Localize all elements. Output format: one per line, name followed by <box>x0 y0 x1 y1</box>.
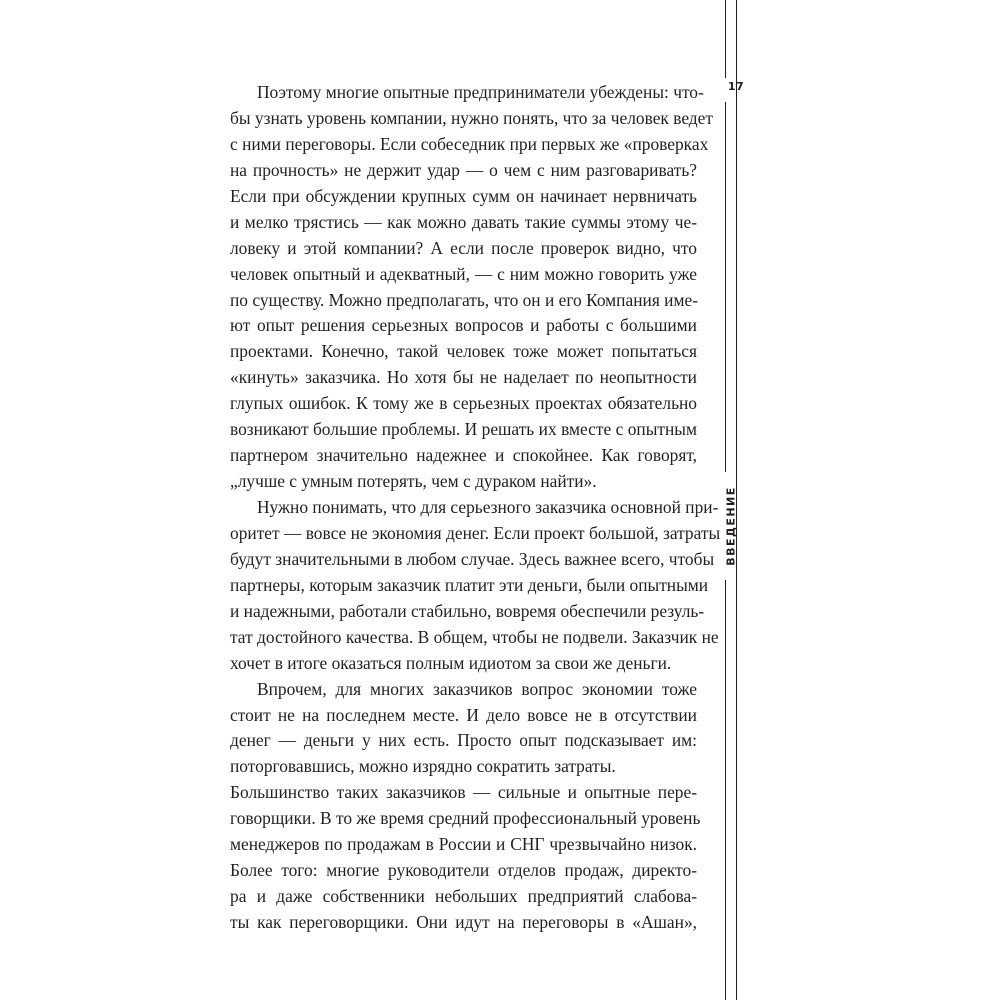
text-line: на прочность» не держит удар — о чем с ним разговаривать? <box>230 159 697 180</box>
text-line: денег — деньги у них есть. Просто опыт подсказывает им: <box>230 730 697 751</box>
text-line: Более того: многие руководители отделов продаж, директо- <box>230 860 697 881</box>
text-line: Нужно понимать, что для серьезного заказчика основной при- <box>257 497 719 517</box>
text-line: Если при обсуждении крупных сумм он начинает нервничать <box>230 185 697 206</box>
text-line: ют опыт решения серьезных вопросов и работы с большими <box>230 315 697 336</box>
text-line: „лучше с умным потерять, чем с дураком найти». <box>230 471 597 492</box>
text-line: с ними переговоры. Если собеседник при первых же «проверках <box>230 133 709 154</box>
text-line: хочет в итоге оказаться полным идиотом за свои же деньги. <box>230 652 672 673</box>
text-line: оритет — вовсе не экономия денег. Если проект большой, затраты <box>230 522 721 543</box>
text-line: глупых ошибок. К тому же в серьезных проектах обязательно <box>230 393 697 414</box>
text-line: ра и даже собственники небольших предприятий слабова- <box>230 886 697 907</box>
margin-rule-left-bottom <box>725 580 726 1000</box>
text-line: тат достойного качества. В общем, чтобы не подвели. Заказчик не <box>230 626 719 647</box>
text-line: Поэтому многие опытные предприниматели убеждены: что- <box>257 82 704 102</box>
text-line: проектами. Конечно, такой человек тоже может попытаться <box>230 341 697 362</box>
text-line: менеджеров по продажам в России и СНГ чрезвычайно низок. <box>230 834 697 855</box>
text-line: «кинуть» заказчика. Но хотя бы не наделает по неопытности <box>230 367 697 388</box>
text-line: Впрочем, для многих заказчиков вопрос экономии тоже <box>257 678 697 699</box>
margin-rule-left-top <box>725 0 726 78</box>
text-line: говорщики. В то же время средний профессиональный уровень <box>230 808 701 829</box>
text-line: партнером значительно надежнее и спокойнее. Как говорят, <box>230 445 697 466</box>
text-line: ты как переговорщики. Они идут на переговоры в «Ашан», <box>230 912 697 932</box>
text-line: и надежными, работали стабильно, вовремя обеспечили резуль- <box>230 600 705 621</box>
text-line: ловеку и этой компании? А если после проверок видно, что <box>230 237 697 258</box>
text-line: будут значительными в любом случае. Здесь важнее всего, чтобы <box>230 548 715 569</box>
text-line: по существу. Можно предполагать, что он и его Компания име- <box>230 289 698 310</box>
text-line: человек опытный и адекватный, — с ним можно говорить уже <box>230 263 697 284</box>
margin-rule-left-middle <box>725 102 726 472</box>
page-number: 17 <box>727 80 745 93</box>
section-title: ВВЕДЕНИЕ <box>724 486 738 566</box>
body-text <box>230 80 721 936</box>
text-line: стоит не на последнем месте. И дело вовсе не в отсутствии <box>230 704 697 725</box>
text-line: возникают большие проблемы. И решать их вместе с опытным <box>230 419 697 440</box>
text-line: партнеры, которым заказчик платит эти деньги, были опытными <box>230 574 709 595</box>
text-line: Большинство таких заказчиков — сильные и опытные пере- <box>230 782 697 803</box>
text-line: бы узнать уровень компании, нужно понять, что за человек ведет <box>230 107 713 128</box>
text-line: и мелко трястись — как можно давать такие суммы этому че- <box>230 211 697 232</box>
text-line: поторговавшись, можно изрядно сократить затраты. <box>230 756 616 777</box>
